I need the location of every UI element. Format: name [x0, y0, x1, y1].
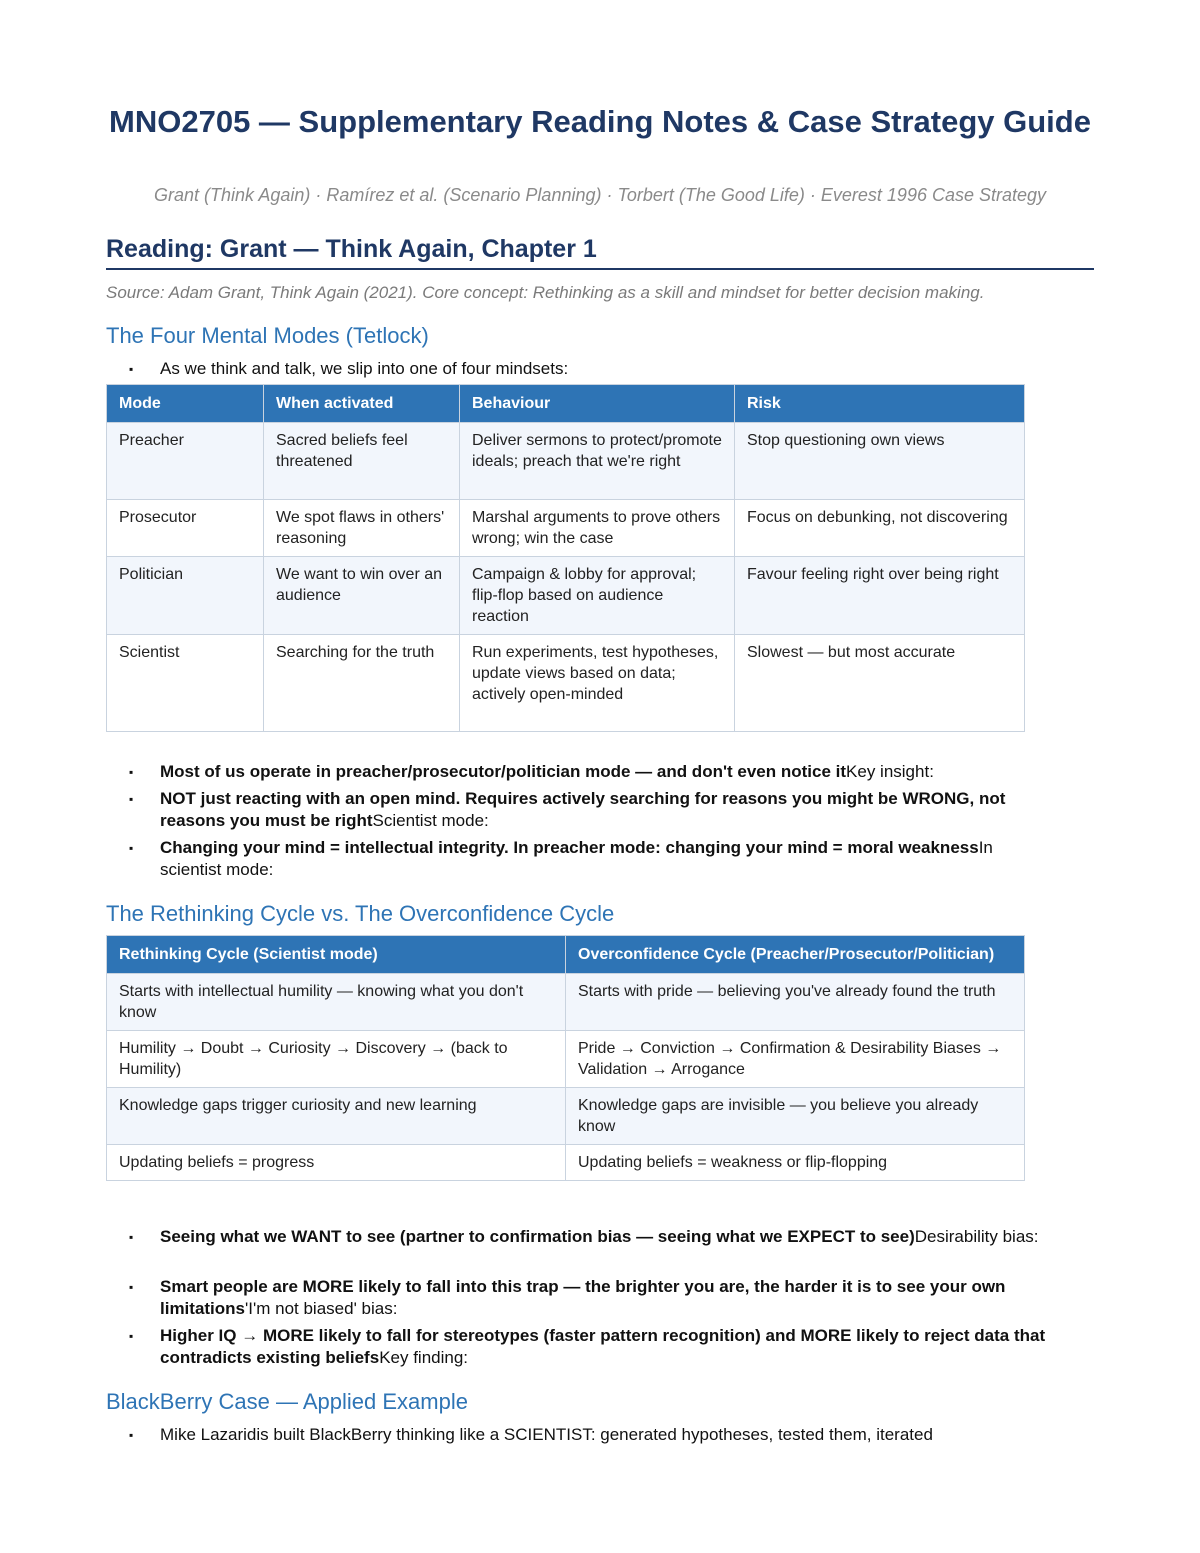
table-cell: Politician	[107, 557, 264, 635]
column-header: Rethinking Cycle (Scientist mode)	[107, 936, 566, 974]
insight-bullet	[129, 837, 1049, 881]
bullet-icon: ▪	[129, 1428, 134, 1442]
table-cell: Prosecutor	[107, 500, 264, 557]
table-cell: Knowledge gaps trigger curiosity and new learning	[107, 1088, 566, 1145]
bullet-icon: ▪	[129, 765, 134, 779]
table-cell: Humility → Doubt → Curiosity → Discovery → (back to Humility)	[107, 1031, 566, 1088]
table-cell: Starts with intellectual humility — knowing what you don't know	[107, 974, 566, 1031]
table-cell: Preacher	[107, 423, 264, 500]
table-row	[107, 500, 1025, 557]
table-cell: We want to win over an audience	[264, 557, 460, 635]
bullet-label-text: Scientist mode:	[372, 811, 489, 830]
table-cell: Marshal arguments to prove others wrong; win the case	[460, 500, 735, 557]
bullet-icon: ▪	[129, 1329, 134, 1343]
section-heading: Reading: Grant — Think Again, Chapter 1	[106, 234, 1094, 270]
source-note: Source: Adam Grant, Think Again (2021). Core concept: Rethinking as a skill and mindset for better decision making.	[106, 283, 985, 302]
bullet-bold-text: Most of us operate in preacher/prosecutor/politician mode — and don't even notice it	[160, 762, 847, 781]
column-header: Mode	[107, 385, 264, 423]
document-title: MNO2705 — Supplementary Reading Notes & Case Strategy Guide	[109, 104, 1091, 139]
bullet-label-text: Key finding:	[379, 1348, 469, 1367]
table-cell: Pride → Conviction → Confirmation & Desirability Biases → Validation → Arrogance	[566, 1031, 1025, 1088]
bullet-label-text: In scientist mode:	[160, 838, 993, 879]
blackberry-bullet	[129, 1424, 1049, 1446]
bullet-bold-text: Changing your mind = intellectual integrity. In preacher mode: changing your mind = moral weakness	[160, 838, 979, 857]
table-header-row	[107, 385, 1025, 423]
column-header: Behaviour	[460, 385, 735, 423]
bias-bullet	[129, 1276, 1049, 1320]
bias-bullet	[129, 1226, 1049, 1248]
table-header-row	[107, 936, 1025, 974]
blackberry-heading: BlackBerry Case — Applied Example	[106, 1389, 468, 1414]
table-row	[107, 423, 1025, 500]
bullet-bold-text: Higher IQ → MORE likely to fall for stereotypes (faster pattern recognition) and MORE likely to reject data that contradicts existing beliefs	[160, 1326, 1046, 1367]
table-cell: Slowest — but most accurate	[735, 635, 1025, 732]
modes-intro-bullet	[129, 358, 1049, 380]
bullet-label-text: 'I'm not biased' bias:	[245, 1299, 398, 1318]
table-cell: Stop questioning own views	[735, 423, 1025, 500]
table-cell: We spot flaws in others' reasoning	[264, 500, 460, 557]
table-cell: Campaign & lobby for approval; flip-flop based on audience reaction	[460, 557, 735, 635]
bullet-icon: ▪	[129, 362, 134, 376]
table-cell: Knowledge gaps are invisible — you believe you already know	[566, 1088, 1025, 1145]
cycles-table	[106, 935, 1025, 1181]
mental-modes-table	[106, 384, 1025, 732]
document-subtitle: Grant (Think Again) · Ramírez et al. (Scenario Planning) · Torbert (The Good Life) · Everest 1996 Case Strategy	[153, 185, 1047, 205]
table-cell: Updating beliefs = weakness or flip-flopping	[566, 1145, 1025, 1181]
bullet-icon: ▪	[129, 1280, 134, 1294]
column-header: Risk	[735, 385, 1025, 423]
bullet-bold-text: NOT just reacting with an open mind. Requires actively searching for reasons you might be WRONG, not reasons you must be right	[160, 789, 1006, 830]
table-row	[107, 635, 1025, 732]
column-header: Overconfidence Cycle (Preacher/Prosecutor/Politician)	[566, 936, 1025, 974]
blackberry-text: Mike Lazaridis built BlackBerry thinking like a SCIENTIST: generated hypotheses, tested them, iterated	[160, 1425, 933, 1444]
bullet-icon: ▪	[129, 1230, 134, 1244]
table-cell: Scientist	[107, 635, 264, 732]
modes-intro-text: As we think and talk, we slip into one of four mindsets:	[160, 359, 569, 378]
insight-bullet	[129, 761, 1049, 783]
table-row	[107, 974, 1025, 1031]
table-cell: Searching for the truth	[264, 635, 460, 732]
table-row	[107, 1088, 1025, 1145]
bullet-icon: ▪	[129, 841, 134, 855]
table-row	[107, 557, 1025, 635]
cycles-heading: The Rethinking Cycle vs. The Overconfidence Cycle	[106, 901, 615, 926]
modes-heading: The Four Mental Modes (Tetlock)	[106, 323, 429, 348]
bullet-icon: ▪	[129, 792, 134, 806]
table-cell: Focus on debunking, not discovering	[735, 500, 1025, 557]
column-header: When activated	[264, 385, 460, 423]
table-cell: Sacred beliefs feel threatened	[264, 423, 460, 500]
insight-bullet	[129, 788, 1049, 832]
bullet-label-text: Desirability bias:	[914, 1227, 1039, 1246]
table-cell: Updating beliefs = progress	[107, 1145, 566, 1181]
table-cell: Starts with pride — believing you've already found the truth	[566, 974, 1025, 1031]
table-cell: Deliver sermons to protect/promote ideals; preach that we're right	[460, 423, 735, 500]
bullet-bold-text: Smart people are MORE likely to fall into this trap — the brighter you are, the harder it is to see your own limitations	[160, 1277, 1006, 1318]
bullet-label-text: Key insight:	[846, 762, 934, 781]
table-row	[107, 1031, 1025, 1088]
bullet-bold-text: Seeing what we WANT to see (partner to confirmation bias — seeing what we EXPECT to see)	[160, 1227, 915, 1246]
table-cell: Run experiments, test hypotheses, update views based on data; actively open-minded	[460, 635, 735, 732]
table-cell: Favour feeling right over being right	[735, 557, 1025, 635]
table-row	[107, 1145, 1025, 1181]
bias-bullet	[129, 1325, 1049, 1369]
